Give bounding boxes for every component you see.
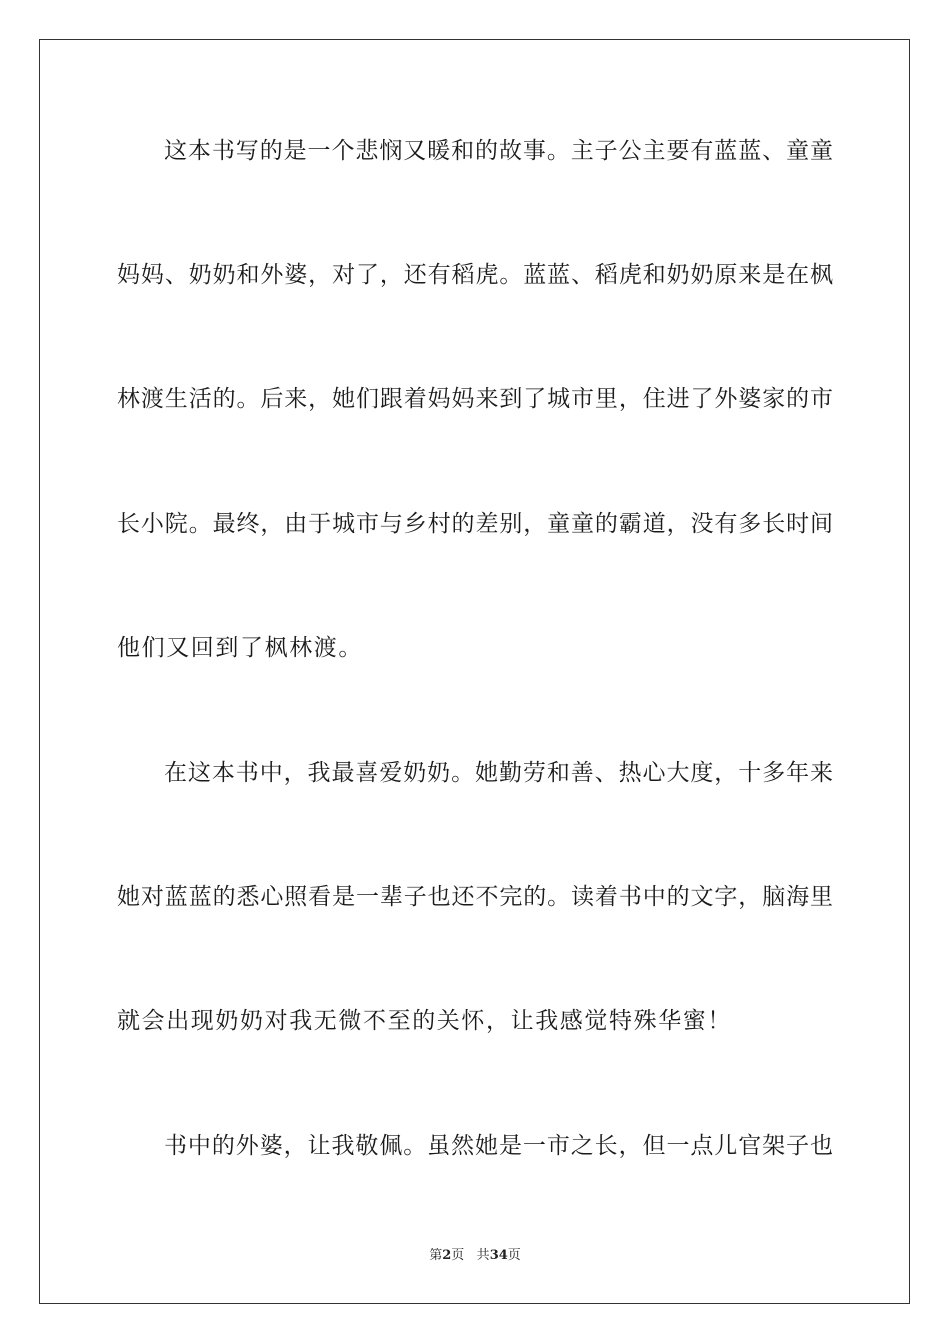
footer-total-suffix: 页: [507, 1248, 521, 1263]
body-text-line: 在这本书中，我最喜爱奶奶。她勤劳和善、热心大度，十多年来: [164, 760, 833, 786]
body-text-line: 妈妈、奶奶和外婆，对了，还有稻虎。蓝蓝、稻虎和奶奶原来是在枫: [117, 262, 833, 288]
footer-page-number: 2: [442, 1248, 452, 1263]
body-text-line: 林渡生活的。后来，她们跟着妈妈来到了城市里，住进了外婆家的市: [117, 386, 833, 412]
page-footer: [0, 1246, 950, 1266]
body-text-line: 书中的外婆，让我敬佩。虽然她是一市之长，但一点儿官架子也: [164, 1133, 833, 1159]
footer-page-prefix: 第: [429, 1248, 443, 1263]
footer-total-number: 34: [489, 1248, 508, 1263]
body-text-line: 他们又回到了枫林渡。: [117, 635, 363, 661]
body-text-line: 她对蓝蓝的悉心照看是一辈子也还不完的。读着书中的文字，脑海里: [117, 884, 833, 910]
body-text-line: 这本书写的是一个悲悯又暖和的故事。主子公主要有蓝蓝、童童: [164, 138, 833, 164]
body-text-line: 长小院。最终，由于城市与乡村的差别，童童的霸道，没有多长时间: [117, 511, 833, 537]
footer-total-prefix: 共: [476, 1248, 490, 1263]
body-text-line: 就会出现奶奶对我无微不至的关怀，让我感觉特殊华蜜！: [117, 1008, 732, 1034]
footer-page-suffix: 页: [451, 1248, 465, 1263]
page-border: [39, 39, 910, 1304]
